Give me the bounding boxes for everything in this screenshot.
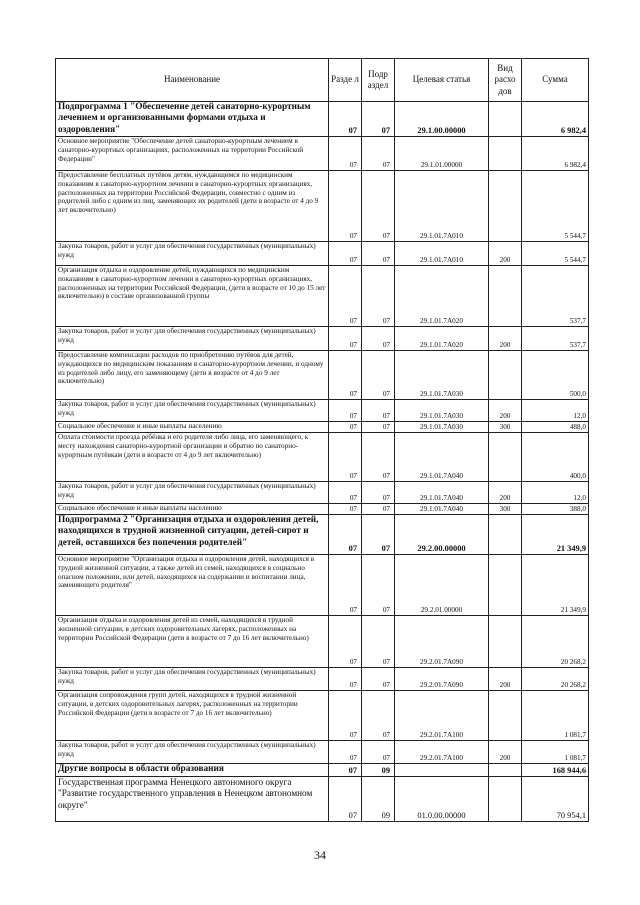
row-subsection: 07 — [362, 740, 395, 763]
row-target: 29.1.01.7А040 — [395, 481, 489, 503]
row-section: 07 — [329, 326, 362, 350]
row-target: 29.2.01.7А090 — [395, 615, 489, 667]
row-subsection: 07 — [362, 481, 395, 503]
row-name: Закупка товаров, работ и услуг для обеспечения государственных (муниципальных) нужд — [56, 667, 329, 690]
row-subsection: 07 — [362, 102, 395, 137]
row-name: Другие вопросы в области образования — [56, 763, 329, 776]
row-sum: 537,7 — [522, 265, 589, 326]
row-subsection: 07 — [362, 514, 395, 554]
row-subsection: 07 — [362, 554, 395, 615]
budget-table — [55, 58, 589, 822]
row-target: 29.1.01.7А030 — [395, 350, 489, 399]
page-number: 34 — [314, 848, 326, 862]
row-type — [489, 776, 522, 821]
row-subsection: 07 — [362, 503, 395, 514]
row-target: 29.1.01.7А030 — [395, 399, 489, 421]
row-type — [489, 170, 522, 241]
row-subsection: 07 — [362, 350, 395, 399]
row-type — [489, 554, 522, 615]
table-row — [56, 265, 589, 326]
row-subsection: 09 — [362, 776, 395, 821]
row-target — [395, 763, 489, 776]
row-name: Оплата стоимости проезда ребёнка и его родителя либо лица, его заменяющего, к месту нахождения санаторно-курортной организации и обратно по санаторно-курортным путёвкам (дети в возрасте от 4 до 9 лет включительно) — [56, 432, 329, 481]
row-target: 29.1.01.00000 — [395, 136, 489, 170]
row-section: 07 — [329, 421, 362, 432]
row-sum: 500,0 — [522, 350, 589, 399]
row-sum: 168 944,6 — [522, 763, 589, 776]
table-row — [56, 554, 589, 615]
row-target: 29.1.01.7А040 — [395, 432, 489, 481]
row-sum: 21 349,9 — [522, 514, 589, 554]
row-sum: 5 544,7 — [522, 241, 589, 265]
row-type: 200 — [489, 740, 522, 763]
table-row — [56, 763, 589, 776]
row-subsection: 07 — [362, 690, 395, 740]
row-subsection: 07 — [362, 432, 395, 481]
row-sum: 20 268,2 — [522, 667, 589, 690]
row-section: 07 — [329, 554, 362, 615]
row-section: 07 — [329, 432, 362, 481]
row-target: 29.1.01.7А020 — [395, 265, 489, 326]
row-target: 29.2.00.00000 — [395, 514, 489, 554]
row-sum: 70 954,1 — [522, 776, 589, 821]
row-subsection: 07 — [362, 136, 395, 170]
row-section: 07 — [329, 615, 362, 667]
row-subsection: 07 — [362, 265, 395, 326]
table-row — [56, 615, 589, 667]
row-name: Подпрограмма 2 "Организация отдыха и оздоровления детей, находящихся в трудной жизненной ситуации, детей-сирот и детей, оставшихся без попечения родителей" — [56, 514, 329, 554]
row-section: 07 — [329, 350, 362, 399]
table-row — [56, 432, 589, 481]
row-name: Закупка товаров, работ и услуг для обеспечения государственных (муниципальных) нужд — [56, 481, 329, 503]
row-target: 29.1.01.7А030 — [395, 421, 489, 432]
row-type: 200 — [489, 399, 522, 421]
row-sum: 20 268,2 — [522, 615, 589, 667]
row-name: Закупка товаров, работ и услуг для обеспечения государственных (муниципальных) нужд — [56, 326, 329, 350]
table-row — [56, 690, 589, 740]
header-expense-type: Вид расхо дов — [489, 59, 522, 102]
row-sum: 400,0 — [522, 432, 589, 481]
row-section: 07 — [329, 503, 362, 514]
row-type: 200 — [489, 241, 522, 265]
row-sum: 12,0 — [522, 399, 589, 421]
table-header-row — [56, 59, 589, 102]
row-target: 29.1.00.00000 — [395, 102, 489, 137]
row-section: 07 — [329, 136, 362, 170]
table-row — [56, 102, 589, 137]
table-row — [56, 514, 589, 554]
row-section: 07 — [329, 102, 362, 137]
header-name: Наименование — [56, 59, 329, 102]
row-section: 07 — [329, 690, 362, 740]
table-row — [56, 170, 589, 241]
row-section: 07 — [329, 399, 362, 421]
row-type: 200 — [489, 481, 522, 503]
row-subsection: 09 — [362, 763, 395, 776]
header-section: Разде л — [329, 59, 362, 102]
row-name: Социальное обеспечение и иные выплаты населению — [56, 503, 329, 514]
row-subsection: 07 — [362, 170, 395, 241]
row-type: 200 — [489, 326, 522, 350]
row-section: 07 — [329, 241, 362, 265]
row-name: Организация сопровождения групп детей, находящихся в трудной жизненной ситуации, в детских оздоровительных лагерях, расположенных на территории Российской Федерации (дети в возрасте от 7 до 16 лет включительно) — [56, 690, 329, 740]
table-row — [56, 776, 589, 821]
row-section: 07 — [329, 265, 362, 326]
header-subsection: Подр аздел — [362, 59, 395, 102]
row-sum: 5 544,7 — [522, 170, 589, 241]
row-target: 29.2.01.7А100 — [395, 690, 489, 740]
row-type — [489, 432, 522, 481]
row-name: Предоставление компенсации расходов по приобретению путёвок для детей, нуждающихся по медицинским показаниям в санаторно-курортном лечении, и одному из родителей либо лицу, его заменяющему (дети в возрасте от 4 до 9 лет включительно) — [56, 350, 329, 399]
table-row — [56, 326, 589, 350]
row-type — [489, 615, 522, 667]
row-name: Предоставление бесплатных путёвок детям, нуждающимся по медицинским показаниям в санаторно-курортном лечении в санаторно-курортных организациях, расположенных на территории Российской Федерации, совместно с одним из родителей либо с одним из лиц, заменяющих их родителей (дети в возрасте от 4 до 9 лет включительно) — [56, 170, 329, 241]
row-name: Социальное обеспечение и иные выплаты населению — [56, 421, 329, 432]
row-section: 07 — [329, 667, 362, 690]
row-name: Основное мероприятие "Обеспечение детей санаторно-курортным лечением в санаторно-курортных организациях, расположенных на территории Российской Федерации" — [56, 136, 329, 170]
row-section: 07 — [329, 514, 362, 554]
row-name: Организация отдыха и оздоровления детей из семей, находящихся в трудной жизненной ситуации, в детских оздоровительных лагерях, расположенных на территории Российской Федерации (дети в возрасте от 7 до 16 лет включительно) — [56, 615, 329, 667]
row-sum: 388,0 — [522, 503, 589, 514]
row-name: Закупка товаров, работ и услуг для обеспечения государственных (муниципальных) нужд — [56, 740, 329, 763]
row-section: 07 — [329, 763, 362, 776]
budget-document — [55, 58, 588, 822]
row-target: 29.2.01.00000 — [395, 554, 489, 615]
row-name: Подпрограмма 1 "Обеспечение детей санаторно-курортным лечением и организованными формами отдыха и оздоровления" — [56, 102, 329, 137]
header-target: Целевая статья — [395, 59, 489, 102]
row-target: 01.0.00.00000 — [395, 776, 489, 821]
table-row — [56, 740, 589, 763]
table-row — [56, 481, 589, 503]
row-type — [489, 136, 522, 170]
table-row — [56, 421, 589, 432]
row-subsection: 07 — [362, 615, 395, 667]
row-target: 29.1.01.7А040 — [395, 503, 489, 514]
row-name: Государственная программа Ненецкого автономного округа "Развитие государственного управления в Ненецком автономном округе" — [56, 776, 329, 821]
table-row — [56, 667, 589, 690]
row-sum: 6 982,4 — [522, 136, 589, 170]
row-target: 29.2.01.7А090 — [395, 667, 489, 690]
row-subsection: 07 — [362, 667, 395, 690]
table-row — [56, 399, 589, 421]
row-type — [489, 350, 522, 399]
row-target: 29.1.01.7А020 — [395, 326, 489, 350]
row-section: 07 — [329, 170, 362, 241]
row-subsection: 07 — [362, 399, 395, 421]
row-target: 29.2.01.7А100 — [395, 740, 489, 763]
row-section: 07 — [329, 740, 362, 763]
row-type: 200 — [489, 667, 522, 690]
row-subsection: 07 — [362, 326, 395, 350]
row-type — [489, 763, 522, 776]
row-sum: 12,0 — [522, 481, 589, 503]
row-section: 07 — [329, 481, 362, 503]
row-type: 300 — [489, 421, 522, 432]
row-target: 29.1.01.7А010 — [395, 241, 489, 265]
row-type — [489, 265, 522, 326]
row-sum: 537,7 — [522, 326, 589, 350]
row-name: Закупка товаров, работ и услуг для обеспечения государственных (муниципальных) нужд — [56, 399, 329, 421]
row-type — [489, 514, 522, 554]
header-sum: Сумма — [522, 59, 589, 102]
row-type — [489, 690, 522, 740]
row-type — [489, 102, 522, 137]
row-sum: 21 349,9 — [522, 554, 589, 615]
row-sum: 1 081,7 — [522, 690, 589, 740]
row-type: 300 — [489, 503, 522, 514]
row-name: Основное мероприятие "Организация отдыха и оздоровления детей, находящихся в трудной жизненной ситуации, а также детей из семей, находящихся в социально опасном положении, или детей, находящихся на содержании и воспитании лица, заменяющего родителя" — [56, 554, 329, 615]
row-sum: 1 081,7 — [522, 740, 589, 763]
row-section: 07 — [329, 776, 362, 821]
table-row — [56, 136, 589, 170]
table-row — [56, 241, 589, 265]
row-sum: 488,0 — [522, 421, 589, 432]
row-target: 29.1.01.7А010 — [395, 170, 489, 241]
table-row — [56, 503, 589, 514]
row-sum: 6 982,4 — [522, 102, 589, 137]
row-subsection: 07 — [362, 421, 395, 432]
row-name: Организация отдыха и оздоровление детей, нуждающихся по медицинским показаниям в санаторно-курортном лечении в санаторно-курортных организациях, расположенных на территории Российской Федерации, (дети в возрасте от 10 до 15 лет включительно) в составе организованной группы — [56, 265, 329, 326]
table-row — [56, 350, 589, 399]
row-name: Закупка товаров, работ и услуг для обеспечения государственных (муниципальных) нужд — [56, 241, 329, 265]
row-subsection: 07 — [362, 241, 395, 265]
